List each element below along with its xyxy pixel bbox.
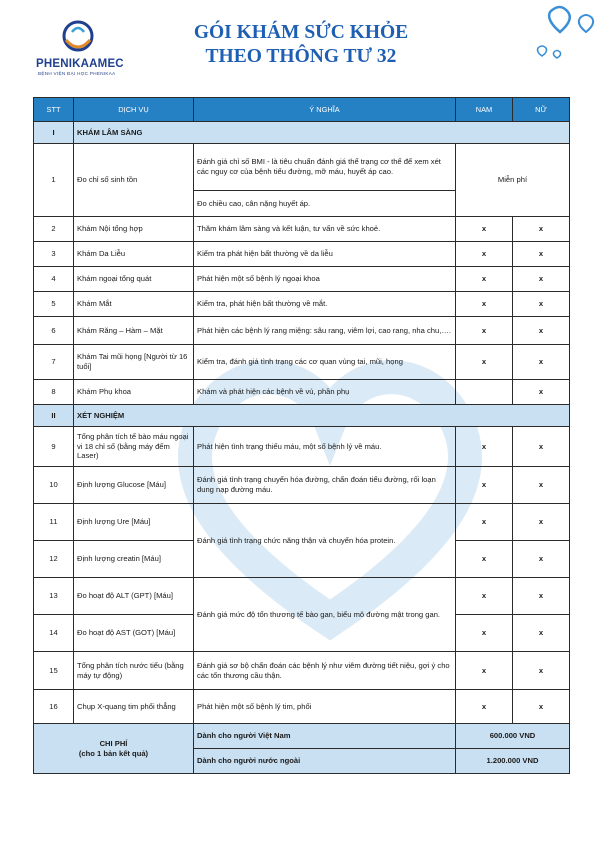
male-mark: x: [456, 615, 513, 652]
row-stt: 6: [34, 317, 74, 345]
header-meaning: Ý NGHĨA: [194, 98, 456, 122]
female-mark: x: [513, 504, 570, 541]
table-row: [34, 578, 570, 615]
row-service: Đo hoạt độ AST (GOT) [Máu]: [74, 615, 194, 652]
female-mark: x: [513, 467, 570, 504]
table-row: [34, 690, 570, 724]
male-mark: x: [456, 690, 513, 724]
header-male: NAM: [456, 98, 513, 122]
table-row: [34, 144, 570, 191]
free-label: Miễn phí: [456, 144, 570, 217]
cost-sublabel: (cho 1 bản kết quả): [78, 748, 149, 758]
cost-label: CHI PHÍ: [99, 738, 128, 748]
female-mark: x: [513, 317, 570, 345]
row-meaning: Đánh giá sơ bộ chẩn đoán các bệnh lý như viêm đường tiết niệu, gợi ý cho các tổn thương cầu thận.: [194, 652, 456, 690]
section-row: [34, 405, 570, 427]
table-row: [34, 317, 570, 345]
row-service: Định lượng Glucose [Máu]: [74, 467, 194, 504]
hearts-decoration-icon: [520, 4, 600, 66]
row-stt: 3: [34, 242, 74, 267]
male-mark: x: [456, 267, 513, 292]
row-service: Tổng phân tích tế bào máu ngoại vi 18 chỉ số (bằng máy đếm Laser): [74, 427, 194, 467]
row-stt: 12: [34, 541, 74, 578]
row-service: Khám Phụ khoa: [74, 380, 194, 405]
row-meaning: Đánh giá tình trạng chuyển hóa đường, chẩn đoán tiểu đường, rối loạn dung nạp đường máu.: [194, 467, 456, 504]
hospital-logo: [28, 14, 148, 74]
row-meaning: Thăm khám lâm sàng và kết luận, tư vấn về sức khoẻ.: [194, 217, 456, 242]
male-mark: x: [456, 317, 513, 345]
header-female: NỮ: [513, 98, 570, 122]
table-header-row: [34, 98, 570, 122]
row-stt: 8: [34, 380, 74, 405]
row-meaning: Kiểm tra, đánh giá tình trạng các cơ quan vùng tai, mũi, họng: [194, 345, 456, 380]
male-mark: x: [456, 242, 513, 267]
header-stt: STT: [34, 98, 74, 122]
page-subtitle: THEO THÔNG TƯ 32: [205, 46, 397, 67]
row-service: Định lượng creatin [Máu]: [74, 541, 194, 578]
male-mark: x: [456, 292, 513, 317]
table-row: [34, 427, 570, 467]
row-service: Khám Tai mũi họng [Người từ 16 tuổi]: [74, 345, 194, 380]
cost-label-cell: [34, 724, 194, 774]
row-stt: 9: [34, 427, 74, 467]
male-mark: x: [456, 541, 513, 578]
row-stt: 15: [34, 652, 74, 690]
row-meaning: Kiểm tra, phát hiện bất thường về mắt.: [194, 292, 456, 317]
row-stt: 10: [34, 467, 74, 504]
section-row: [34, 122, 570, 144]
table-row: [34, 217, 570, 242]
table-row: [34, 267, 570, 292]
row-meaning: Đánh giá tình trạng chức năng thận và chuyển hóa protein.: [194, 504, 456, 578]
male-mark: x: [456, 217, 513, 242]
female-mark: x: [513, 615, 570, 652]
row-service: Đo hoạt độ ALT (GPT) [Máu]: [74, 578, 194, 615]
vn-label: Dành cho người Việt Nam: [194, 724, 456, 749]
row-meaning: Phát hiện tình trạng thiếu máu, một số bệnh lý về máu.: [194, 427, 456, 467]
section-number: I: [34, 122, 74, 144]
row-service: Đo chỉ số sinh tồn: [74, 144, 194, 217]
female-mark: x: [513, 541, 570, 578]
row-stt: 5: [34, 292, 74, 317]
row-meaning: Khám và phát hiện các bệnh về vú, phần phụ: [194, 380, 456, 405]
table-row: [34, 652, 570, 690]
row-meaning: Đo chiều cao, cân nặng huyết áp.: [194, 191, 456, 217]
header-service: DỊCH VỤ: [74, 98, 194, 122]
foreign-label: Dành cho người nước ngoài: [194, 749, 456, 774]
table-row: [34, 242, 570, 267]
row-service: Khám Răng – Hàm – Mặt: [74, 317, 194, 345]
table-row: [34, 380, 570, 405]
female-mark: x: [513, 380, 570, 405]
row-service: Chụp X-quang tim phổi thẳng: [74, 690, 194, 724]
female-mark: x: [513, 217, 570, 242]
row-stt: 4: [34, 267, 74, 292]
row-stt: 16: [34, 690, 74, 724]
page-title: GÓI KHÁM SỨC KHỎE: [193, 22, 409, 43]
row-meaning: Phát hiện các bệnh lý rang miệng: sâu rang, viêm lợi, cao rang, nha chu,….: [194, 317, 456, 345]
row-stt: 2: [34, 217, 74, 242]
row-meaning: Phát hiện một số bệnh lý tim, phổi: [194, 690, 456, 724]
row-stt: 7: [34, 345, 74, 380]
row-meaning: Phát hiện một số bệnh lý ngoại khoa: [194, 267, 456, 292]
male-mark: x: [456, 652, 513, 690]
female-mark: x: [513, 578, 570, 615]
logo-subtitle: BỆNH VIỆN ĐẠI HỌC PHENIKAA: [38, 71, 116, 76]
row-meaning: Đánh giá chỉ số BMI - là tiêu chuẩn đánh giá thể trạng cơ thể để xem xét các nguy cơ của bệnh tiểu đường, mỡ máu, huyết áp cao.: [194, 144, 456, 191]
row-service: Khám Nội tổng hợp: [74, 217, 194, 242]
logo-name: PHENIKAAMEC: [36, 58, 124, 70]
female-mark: x: [513, 242, 570, 267]
table-row: [34, 504, 570, 541]
table-row: [34, 345, 570, 380]
female-mark: x: [513, 427, 570, 467]
logo-mark-icon: [28, 14, 148, 58]
female-mark: x: [513, 267, 570, 292]
row-meaning: Đánh giá mức độ tổn thương tế bào gan, biểu mô đường mật trong gan.: [194, 578, 456, 652]
row-service: Khám Da Liễu: [74, 242, 194, 267]
table-row: [34, 467, 570, 504]
row-stt: 13: [34, 578, 74, 615]
row-service: Khám Mắt: [74, 292, 194, 317]
female-mark: x: [513, 292, 570, 317]
male-mark: x: [456, 345, 513, 380]
row-service: Khám ngoại tổng quát: [74, 267, 194, 292]
male-mark: x: [456, 504, 513, 541]
section-title: KHÁM LÂM SÀNG: [74, 122, 570, 144]
health-package-table: [33, 97, 570, 774]
foreign-price: 1.200.000 VND: [456, 749, 570, 774]
female-mark: x: [513, 652, 570, 690]
row-service: Tổng phân tích nước tiểu (bằng máy tự động): [74, 652, 194, 690]
male-mark: x: [456, 467, 513, 504]
row-stt: 11: [34, 504, 74, 541]
cost-row: [34, 724, 570, 749]
female-mark: x: [513, 690, 570, 724]
female-mark: x: [513, 345, 570, 380]
vn-price: 600.000 VND: [456, 724, 570, 749]
row-service: Định lượng Ure [Máu]: [74, 504, 194, 541]
male-mark: x: [456, 578, 513, 615]
row-stt: 1: [34, 144, 74, 217]
male-empty: [456, 380, 513, 405]
table-row: [34, 292, 570, 317]
row-stt: 14: [34, 615, 74, 652]
section-title: XÉT NGHIỆM: [74, 405, 570, 427]
male-mark: x: [456, 427, 513, 467]
row-meaning: Kiểm tra phát hiện bất thường về da liễu: [194, 242, 456, 267]
section-number: II: [34, 405, 74, 427]
